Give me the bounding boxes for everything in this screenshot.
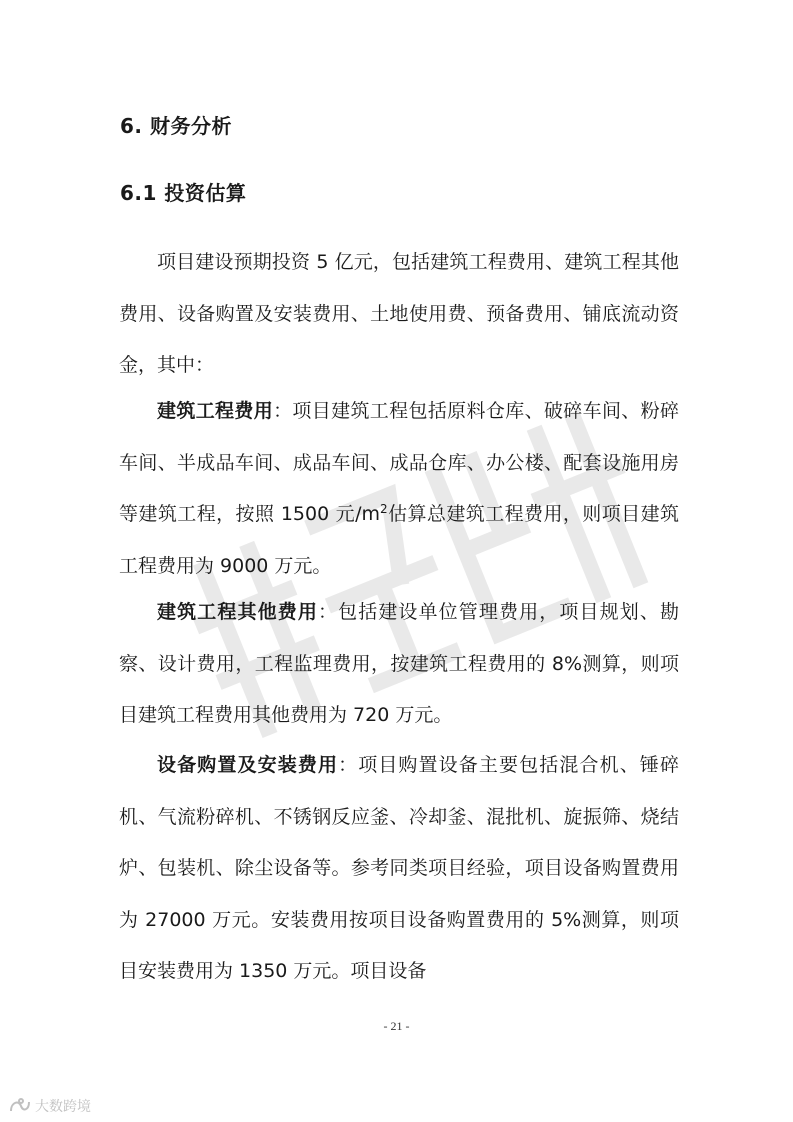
unit-superscript: 2 bbox=[380, 502, 388, 516]
brand-text: 大数跨境 bbox=[35, 1099, 91, 1115]
construction-cost-term: 建筑工程费用 bbox=[157, 400, 274, 422]
other-construction-cost-term: 建筑工程其他费用 bbox=[157, 601, 318, 623]
other-construction-cost-paragraph bbox=[119, 587, 679, 742]
page-number: - 21 - bbox=[383, 1019, 410, 1033]
construction-cost-text-end: 估算总建筑工程费用，则项目建筑工程费用为 9000 万元。 bbox=[119, 503, 679, 577]
construction-cost-text: ：项目建筑工程包括原料仓库、破碎车间、粉碎车间、半成品车间、成品车间、成品仓库、办公楼、配套设施用房等建筑工程，按照 1500 元/m bbox=[119, 400, 679, 525]
section-heading: 6. 财务分析 bbox=[120, 114, 232, 138]
brand-logo-icon bbox=[8, 1097, 32, 1115]
brand-watermark bbox=[8, 1096, 91, 1116]
intro-paragraph: 项目建设预期投资 5 亿元，包括建筑工程费用、建筑工程其他费用、设备购置及安装费用、土地使用费、预备费用、铺底流动资金，其中： bbox=[119, 251, 679, 376]
subsection-heading: 6.1 投资估算 bbox=[120, 181, 247, 205]
other-construction-cost-text: ：包括建设单位管理费用，项目规划、勘察、设计费用，工程监理费用，按建筑工程费用的 8%测算，则项目建筑工程费用其他费用为 720 万元。 bbox=[119, 601, 679, 726]
equipment-cost-text: ：项目购置设备主要包括混合机、锤碎机、气流粉碎机、不锈钢反应釜、冷却釜、混批机、旋振筛、烧结炉、包装机、除尘设备等。参考同类项目经验，项目设备购置费用为 27000 万元。安装费用按项目设备购置费用的 5%测算，则项目安装费用为 1350 万元。项目设备 bbox=[119, 754, 679, 982]
equipment-cost-paragraph bbox=[119, 740, 679, 998]
equipment-cost-term: 设备购置及安装费用 bbox=[157, 754, 339, 776]
construction-cost-paragraph bbox=[119, 386, 679, 592]
